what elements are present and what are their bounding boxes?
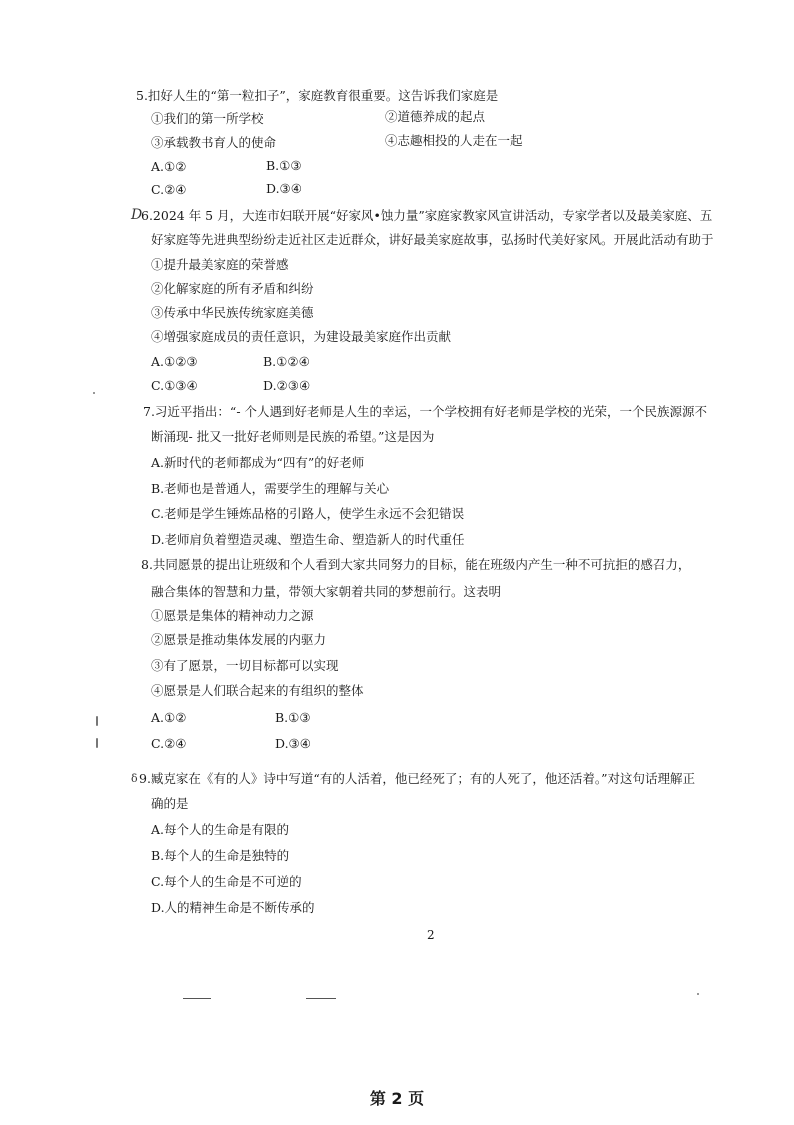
- question-6-option-3: ③传承中华民族传统家庭美德: [151, 305, 314, 320]
- question-9-choice-a: A.每个人的生命是有限的: [151, 822, 290, 837]
- question-8-choice-b: B.①③: [275, 710, 311, 725]
- scan-speck: [96, 738, 98, 748]
- question-7-stem-line-1: 7.习近平指出：“- 个人遇到好老师是人生的幸运，一个学校拥有好老师是学校的光荣，一个民族源源不: [143, 404, 708, 419]
- question-8-option-4: ④愿景是人们联合起来的有组织的整体: [151, 683, 364, 698]
- handwritten-mark: D: [131, 207, 143, 223]
- question-6-option-2: ②化解家庭的所有矛盾和纠纷: [151, 281, 314, 296]
- question-8-stem-line-2: 融合集体的智慧和力量，带领大家朝着共同的梦想前行。这表明: [151, 584, 502, 599]
- scan-line: [306, 998, 336, 999]
- question-8-choice-d: D.③④: [275, 736, 311, 751]
- question-8-choice-c: C.②④: [151, 736, 187, 751]
- question-5-choice-d: D.③④: [266, 181, 302, 196]
- question-6-choice-d: D.②③④: [263, 378, 311, 393]
- scan-line: [183, 998, 211, 999]
- question-8-stem-line-1: 8.共同愿景的提出让班级和个人看到大家共同努力的目标，能在班级内产生一种不可抗拒的感召力，: [141, 557, 691, 572]
- question-8-option-1: ①愿景是集体的精神动力之源: [151, 608, 314, 623]
- question-8-choice-a: A.①②: [151, 710, 187, 725]
- question-9-stem-line-1: 9.臧克家在《有的人》诗中写道“有的人活着，他已经死了；有的人死了，他还活着。”对这句话理解正: [139, 771, 695, 786]
- question-5-option-2: ②道德养成的起点: [385, 109, 486, 124]
- question-9-choice-c: C.每个人的生命是不可逆的: [151, 874, 302, 889]
- question-5-choice-c: C.②④: [151, 182, 187, 197]
- scan-speck: [96, 716, 98, 726]
- question-9-choice-d: D.人的精神生命是不断传承的: [151, 900, 315, 915]
- question-6-stem-line-1: 6.2024 年 5 月，大连市妇联开展“好家风•蚀力量”家庭家教家风宣讲活动，专家学者以及最美家庭、五: [141, 208, 713, 223]
- question-5-option-3: ③承载教书育人的使命: [151, 135, 277, 150]
- page-number: 2: [427, 928, 435, 942]
- question-5-option-4: ④志趣相投的人走在一起: [385, 133, 523, 148]
- question-8-option-3: ③有了愿景，一切目标都可以实现: [151, 658, 339, 673]
- question-8-option-2: ②愿景是推动集体发展的内驱力: [151, 632, 327, 647]
- scan-speck: [697, 993, 699, 995]
- page-label: 第 2 页: [369, 1089, 425, 1108]
- question-6-option-1: ①提升最美家庭的荣誉感: [151, 257, 289, 272]
- question-6-stem-line-2: 好家庭等先进典型纷纷走近社区走近群众，讲好最美家庭故事，弘扬时代美好家风。开展此活动有助于: [151, 232, 714, 247]
- question-5-option-1: ①我们的第一所学校: [151, 111, 264, 126]
- question-7-choice-b: B.老师也是普通人，需要学生的理解与关心: [151, 481, 390, 496]
- question-5-choice-a: A.①②: [151, 159, 187, 174]
- question-9-stem-line-2: 确的是: [151, 796, 189, 811]
- question-5-stem: 5.扣好人生的“第一粒扣子”，家庭教育很重要。这告诉我们家庭是: [136, 88, 499, 103]
- question-6-choice-a: A.①②③: [151, 354, 198, 369]
- question-6-choice-c: C.①③④: [151, 378, 198, 393]
- question-6-choice-b: B.①②④: [263, 354, 310, 369]
- question-5-choice-b: B.①③: [266, 158, 302, 173]
- question-6-option-4: ④增强家庭成员的责任意识，为建设最美家庭作出贡献: [151, 329, 452, 344]
- handwritten-mark: δ: [131, 772, 138, 785]
- question-9-choice-b: B.每个人的生命是独特的: [151, 848, 290, 863]
- question-7-choice-a: A.新时代的老师都成为“四有”的好老师: [151, 455, 365, 470]
- scan-speck: [93, 392, 95, 394]
- question-7-choice-c: C.老师是学生锤炼品格的引路人，使学生永远不会犯错误: [151, 506, 465, 521]
- question-7-choice-d: D.老师肩负着塑造灵魂、塑造生命、塑造新人的时代重任: [151, 532, 465, 547]
- question-7-stem-line-2: 断涌现- 批又一批好老师则是民族的希望。”这是因为: [151, 429, 435, 444]
